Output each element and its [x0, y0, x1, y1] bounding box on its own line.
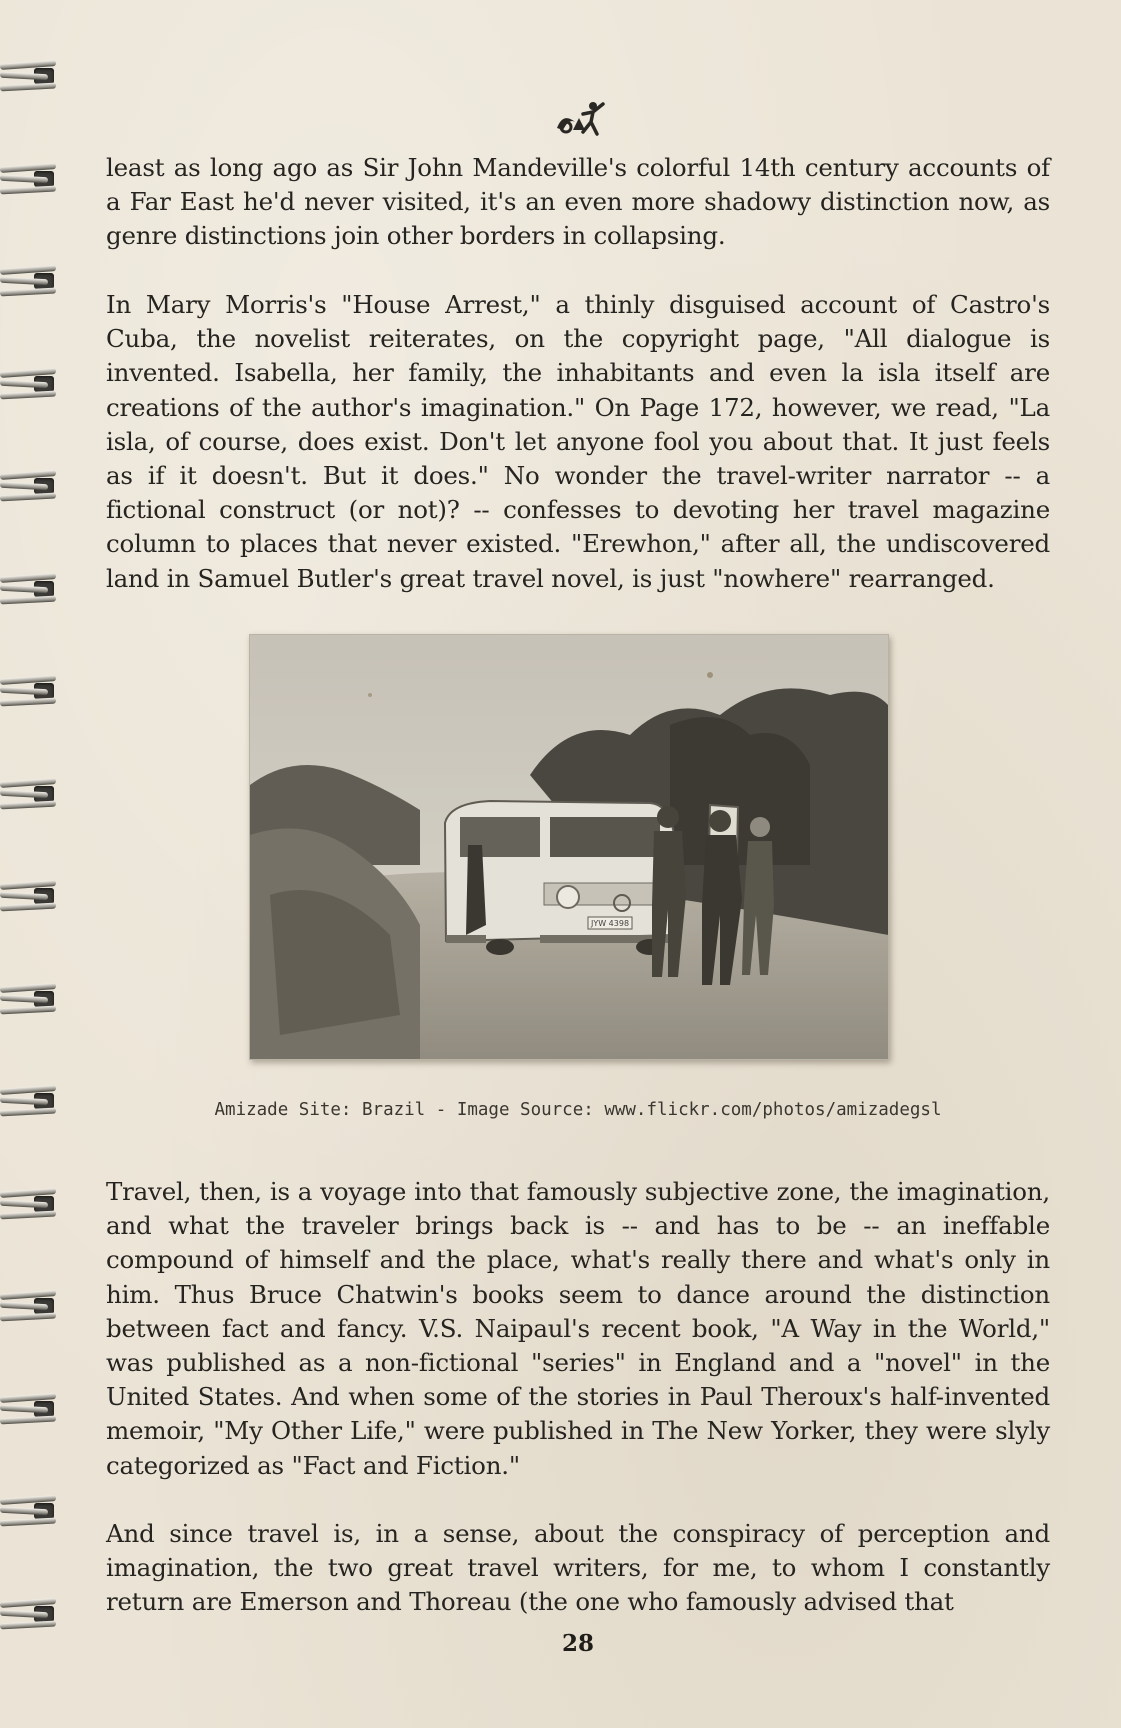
spiral-coil-icon — [0, 977, 60, 1021]
spiral-coil-icon — [0, 669, 60, 713]
spiral-coil-icon — [0, 1182, 60, 1226]
body-paragraph: least as long ago as Sir John Mandeville's colorful 14th century accounts of a Far East he'd never visited, it's an even more shadowy distinction now, as genre distinctions join other borders in collapsing. — [106, 153, 1050, 251]
van-photo — [249, 634, 889, 1060]
body-paragraph: In Mary Morris's "House Arrest," a thinly disguised account of Castro's Cuba, the novelist reiterates, on the copyright page, "All dialogue is invented. Isabella, her family, the inhabitants and even la isla itself are creations of the author's imagination." On Page 172, however, we read, "La isla, of course, does exist. Don't let anyone fool you about that. It just feels as if it doesn't. But it does." No wonder the travel-writer narrator -- a fictional construct (or not)? -- confesses to devoting her travel magazine column to places that never existed. "Erewhon," after all, the undiscovered land in Samuel Butler's great travel novel, is just "nowhere" rearranged. — [106, 290, 1050, 593]
page-number: 28 — [561, 1630, 594, 1657]
spiral-coil-icon — [0, 259, 60, 303]
spiral-binding — [0, 0, 64, 1728]
spiral-coil-icon — [0, 1387, 60, 1431]
spiral-coil-icon — [0, 464, 60, 508]
spiral-coil-icon — [0, 1489, 60, 1533]
spiral-coil-icon — [0, 54, 60, 98]
license-plate: JYW 4398 — [590, 919, 630, 928]
spiral-coil-icon — [0, 874, 60, 918]
spiral-coil-icon — [0, 1079, 60, 1123]
body-paragraph: Travel, then, is a voyage into that famously subjective zone, the imagination, and what the traveler brings back is -- and has to be -- an ineffable compound of himself and the place, what's really there and what's only in him. Thus Bruce Chatwin's books seem to dance around the distinction between fact and fancy. V.S. Naipaul's recent book, "A Way in the World," was published as a non-fictional "series" in England and a "novel" in the United States. And when some of the stories in Paul Theroux's half-invented memoir, "My Other Life," were published in The New Yorker, they were slyly categorized as "Fact and Fiction." — [106, 1177, 1050, 1480]
spiral-coil-icon — [0, 1592, 60, 1636]
spiral-coil-icon — [0, 157, 60, 201]
body-paragraph: And since travel is, in a sense, about the conspiracy of perception and imagination, the two great travel writers, for me, to whom I constantly return are Emerson and Thoreau (the one who famously advised that — [106, 1519, 1050, 1617]
photo-caption: Amizade Site: Brazil - Image Source: www.flickr.com/photos/amizadegsl — [214, 1100, 942, 1120]
spiral-coil-icon — [0, 362, 60, 406]
spiral-coil-icon — [0, 1284, 60, 1328]
traveler-logo-icon — [553, 100, 607, 140]
spiral-coil-icon — [0, 772, 60, 816]
spiral-coil-icon — [0, 567, 60, 611]
